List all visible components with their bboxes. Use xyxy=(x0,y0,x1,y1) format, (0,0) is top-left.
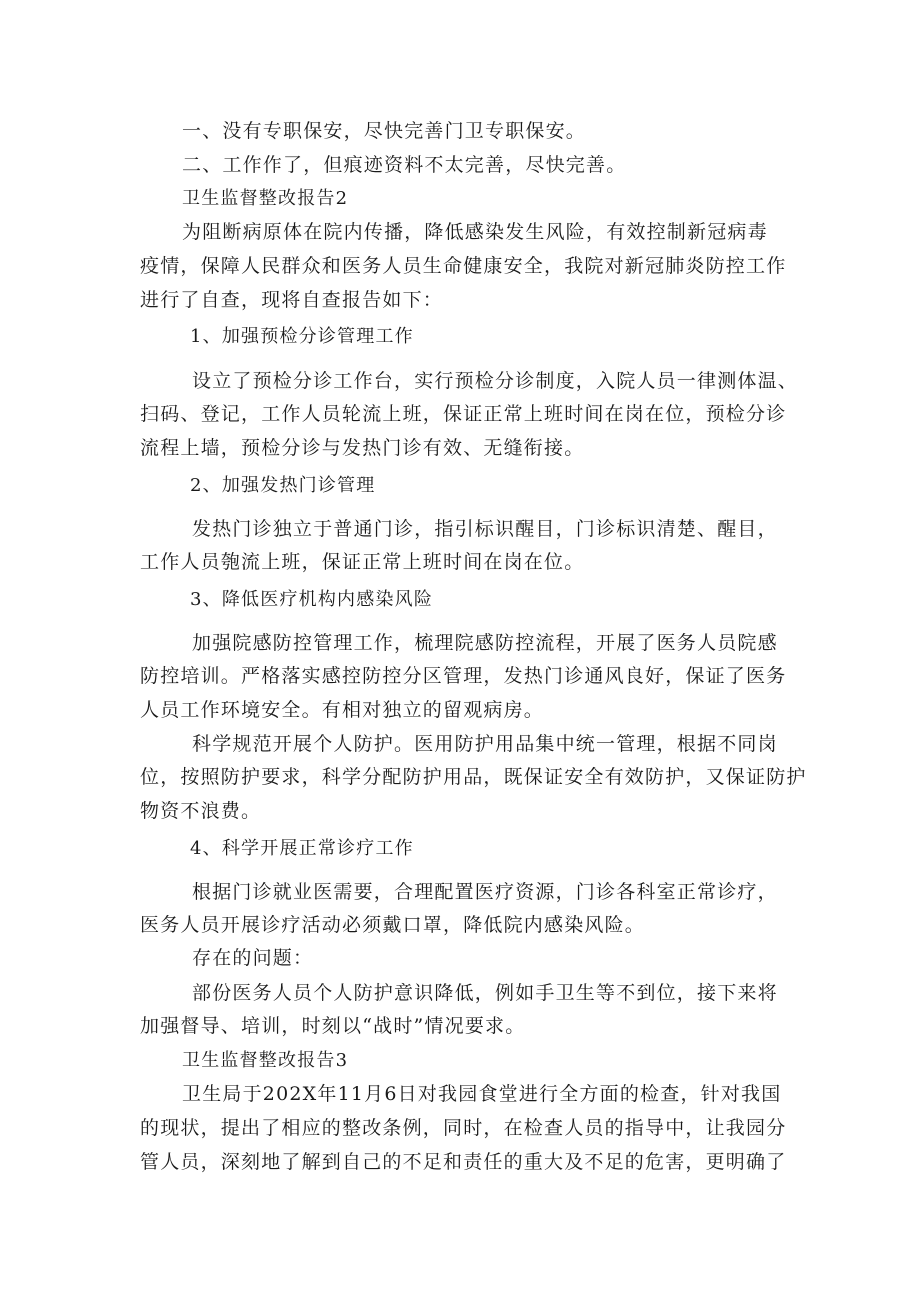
subheading-1: 1、加强预检分诊管理工作 xyxy=(190,326,414,347)
text-line-24: 存在的问题： xyxy=(192,947,314,969)
text-line-18: 科学规范开展个人防护。医用防护用品集中统一管理，根据不同岗 xyxy=(192,733,778,755)
text-line-9: 扫码、登记，工作人员轮流上班，保证正常上班时间在岗在位，预检分诊 xyxy=(140,403,787,425)
text-line-23: 医务人员开展诊疗活动必须戴口罩，降低院内感染风险。 xyxy=(140,914,646,936)
text-line-30: 管人员，深刻地了解到自己的不足和责任的重大及不足的危害，更明确了 xyxy=(140,1151,787,1173)
text-line-12: 发热门诊独立于普通门诊，指引标识醒目，门诊标识清楚、醒目， xyxy=(192,518,778,540)
text-line-1: 一、没有专职保安，尽快完善门卫专职保安。 xyxy=(182,120,587,142)
text-line-28: 卫生局于202X年11月6日对我园食堂进行全方面的检查，针对我国 xyxy=(182,1083,782,1105)
text-line-15: 加强院感防控管理工作，梳理院感防控流程，开展了医务人员院感 xyxy=(192,632,778,654)
text-line-8: 设立了预检分诊工作台，实行预检分诊制度，入院人员一律测体温、 xyxy=(192,370,799,392)
text-line-26: 加强督导、培训，时刻以“战时”情况要求。 xyxy=(140,1015,526,1037)
text-line-13: 工作人员匏流上班，保证正常上班时间在岗在位。 xyxy=(140,551,585,573)
text-line-19: 位，按照防护要求，科学分配防护用品，既保证安全有效防护，又保证防护 xyxy=(140,766,807,788)
text-line-29: 的现状，提出了相应的整改条例，同时，在检查人员的指导中，让我园分 xyxy=(140,1117,787,1139)
subheading-4: 4、科学开展正常诊疗工作 xyxy=(190,838,414,859)
text-line-2: 二、工作作了，但痕迹资料不太完善，尽快完善。 xyxy=(182,154,627,176)
section-title-report-3: 卫生监督整改报告3 xyxy=(182,1050,349,1071)
text-line-20: 物资不浪费。 xyxy=(140,800,262,822)
subheading-3: 3、降低医疗机构内感染风险 xyxy=(190,589,434,610)
section-title-report-2: 卫生监督整改报告2 xyxy=(182,188,349,209)
text-line-22: 根据门诊就业医需要，合理配置医疗资源，门诊各科室正常诊疗， xyxy=(192,881,778,903)
text-line-17: 人员工作环境安全。有相对独立的留观病房。 xyxy=(140,699,545,721)
subheading-2: 2、加强发热门诊管理 xyxy=(190,475,376,496)
text-line-10: 流程上墙，预检分诊与发热门诊有效、无缝衔接。 xyxy=(140,437,585,459)
text-line-5: 疫情，保障人民群众和医务人员生命健康安全，我院对新冠肺炎防控工作 xyxy=(140,255,787,277)
text-line-16: 防控培训。严格落实感控防控分区管理，发热门诊通风良好，保证了医务 xyxy=(140,665,787,687)
text-line-25: 部份医务人员个人防护意识降低，例如手卫生等不到位，接下来将 xyxy=(192,982,778,1004)
text-line-4: 为阻断病原体在院内传播，降低感染发生风险，有效控制新冠病毒 xyxy=(182,221,768,243)
text-line-6: 进行了自查，现将自查报告如下： xyxy=(140,289,444,311)
